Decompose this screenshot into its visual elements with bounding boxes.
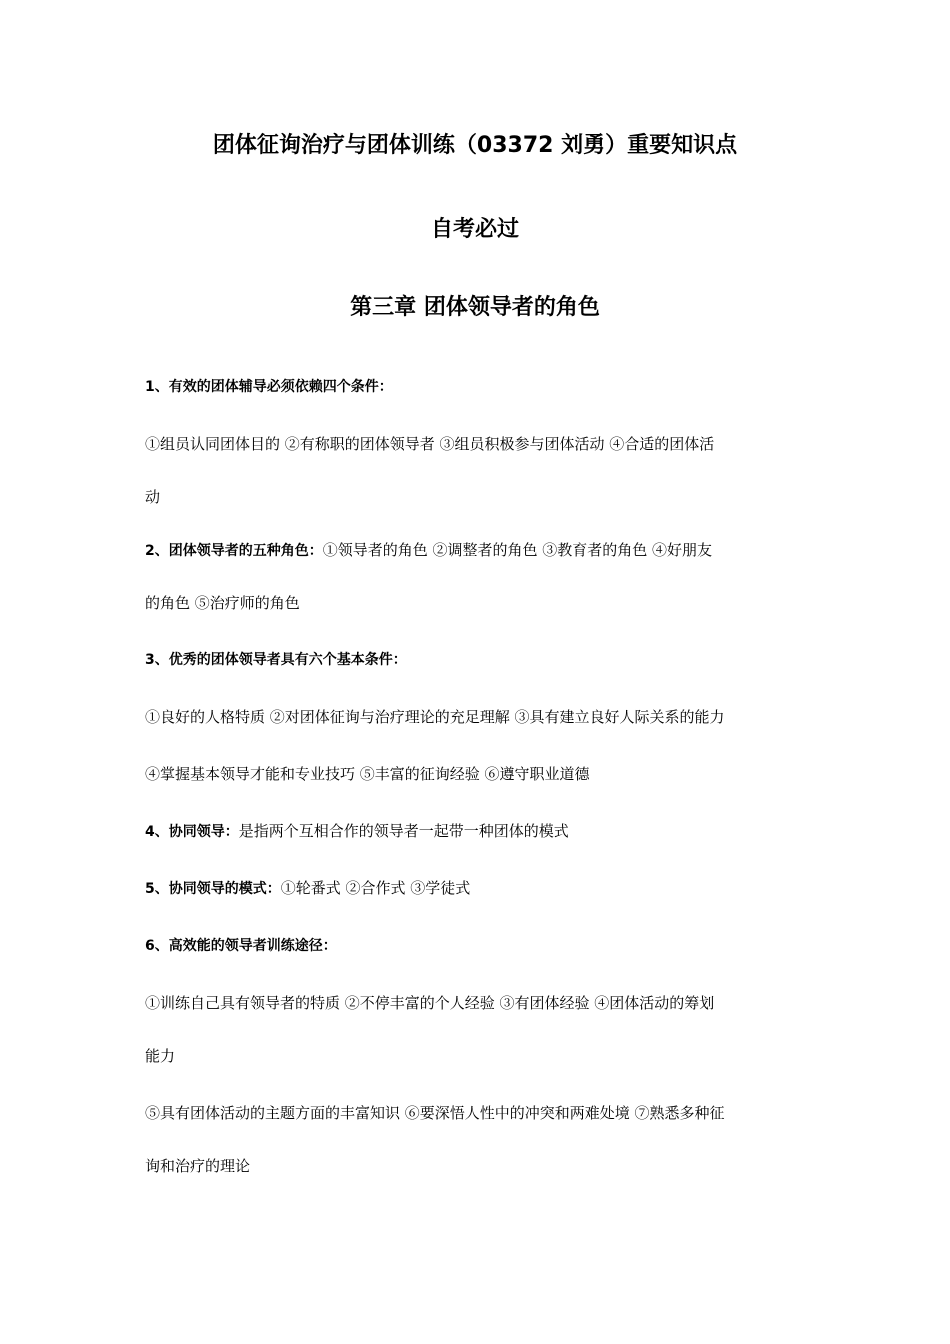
item-4-heading: 4、协同领导： (145, 824, 239, 840)
item-4-line (145, 819, 815, 844)
item-5-line (145, 876, 815, 901)
item-6-text: ①训练自己具有领导者的特质 ②不停丰富的个人经验 ③有团体经验 ④团体活动的筹划 (145, 994, 715, 1012)
item-6-text-cont: 能力 (145, 1047, 176, 1065)
item-3-text: ①良好的人格特质 ②对团体征询与治疗理论的充足理解 ③具有建立良好人际关系的能力 (145, 708, 725, 726)
item-5-text: ①轮番式 ②合作式 ③学徒式 (280, 879, 471, 897)
item-6-text-2-cont: 询和治疗的理论 (145, 1157, 251, 1175)
document-subtitle: 自考必过 (430, 217, 519, 242)
item-1-text-cont: 动 (145, 488, 161, 506)
item-2-heading: 2、团体领导者的五种角色： (145, 543, 323, 559)
document-title: 团体征询治疗与团体训练（03372 刘勇）重要知识点 (212, 133, 738, 158)
item-2-text: ①领导者的角色 ②调整者的角色 ③教育者的角色 ④好朋友 (322, 541, 713, 559)
item-3-heading: 3、优秀的团体领导者具有六个基本条件： (145, 652, 407, 668)
item-4-text: 是指两个互相合作的领导者一起带一种团体的模式 (238, 822, 569, 840)
item-6-heading: 6、高效能的领导者训练途径： (145, 938, 337, 954)
item-5-heading: 5、协同领导的模式： (145, 881, 281, 897)
item-2-line (145, 538, 815, 563)
chapter-heading: 第三章 团体领导者的角色 (350, 295, 600, 320)
item-6-text-2: ⑤具有团体活动的主题方面的丰富知识 ⑥要深悟人性中的冲突和两难处境 ⑦熟悉多种征 (145, 1104, 725, 1122)
item-1-heading: 1、有效的团体辅导必须依赖四个条件： (145, 379, 393, 395)
item-2-text-cont: 的角色 ⑤治疗师的角色 (145, 594, 300, 612)
item-3-text-cont: ④掌握基本领导才能和专业技巧 ⑤丰富的征询经验 ⑥遵守职业道德 (145, 765, 590, 783)
item-1-text: ①组员认同团体目的 ②有称职的团体领导者 ③组员积极参与团体活动 ④合适的团体活 (145, 435, 715, 453)
